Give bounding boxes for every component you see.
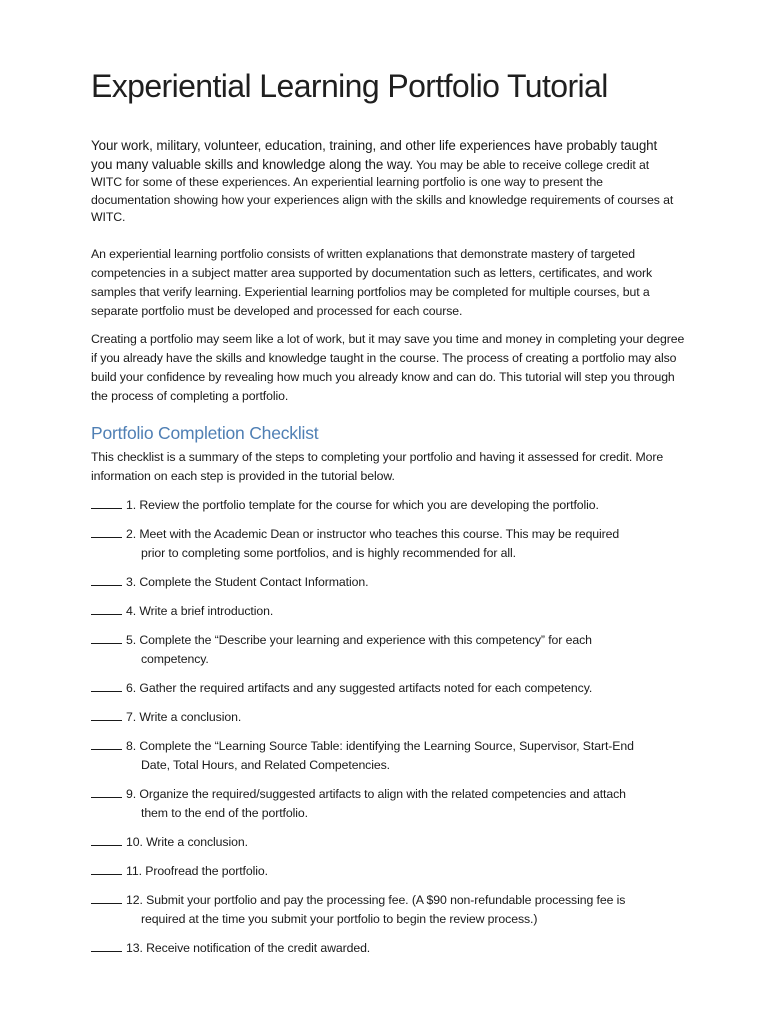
checklist-item (91, 737, 691, 775)
checkbox-blank-line[interactable] (91, 708, 122, 721)
checklist-item-text: Meet with the Academic Dean or instructor who teaches this course. This may be required (139, 527, 620, 541)
checklist-item-text: Proofread the portfolio. (145, 864, 268, 878)
checkbox-blank-line[interactable] (91, 679, 122, 692)
checklist-item (91, 573, 691, 592)
checklist-item (91, 525, 691, 563)
checklist-item-text: Organize the required/suggested artifacts to align with the related competencies and attach (139, 787, 626, 801)
checklist-item (91, 496, 691, 515)
intro-lead-text: Your work, military, volunteer, education, training, and other life experiences have probably taught you many valuable skills and knowledge along the way. (91, 138, 658, 172)
checklist-item-text-continued: Date, Total Hours, and Related Competencies. (141, 758, 390, 772)
checklist-item-text-continued: prior to completing some portfolios, and is highly recommended for all. (141, 546, 516, 560)
checklist-heading: Portfolio Completion Checklist (91, 423, 319, 443)
checklist-item (91, 708, 691, 727)
checklist-item-text: Write a brief introduction. (139, 604, 274, 618)
checkbox-blank-line[interactable] (91, 891, 122, 904)
checklist-item-text-continued: competency. (141, 652, 209, 666)
checklist-item (91, 631, 691, 669)
document-title: Experiential Learning Portfolio Tutorial (91, 68, 608, 104)
checklist-item-text: Receive notification of the credit awarded. (146, 941, 371, 955)
checklist-item (91, 679, 691, 698)
checklist-item-number: 13. (126, 941, 143, 955)
checklist-item-number: 3. (126, 575, 137, 589)
checklist-intro: This checklist is a summary of the steps to completing your portfolio and having it assessed for credit. More information on each step is provided in the tutorial below. (91, 450, 664, 483)
checklist-item (91, 785, 691, 823)
checklist-item-text-continued: them to the end of the portfolio. (141, 806, 308, 820)
checklist-item-number: 4. (126, 604, 137, 618)
checklist-item-text: Review the portfolio template for the course for which you are developing the portfolio. (139, 498, 599, 512)
checklist-item-text-continued: required at the time you submit your portfolio to begin the review process.) (141, 912, 538, 926)
checkbox-blank-line[interactable] (91, 737, 122, 750)
portfolio-benefits-paragraph: Creating a portfolio may seem like a lot of work, but it may save you time and money in completing your degree if you already have the skills and knowledge taught in the course. The process of creating a portfolio may also build your confidence by revealing how much you already know and can do. This tutorial will step you through the process of completing a portfolio. (91, 332, 685, 403)
checklist-item-number: 2. (126, 527, 137, 541)
checklist-item-text: Complete the “Learning Source Table: identifying the Learning Source, Supervisor, Start-End (139, 739, 634, 753)
checkbox-blank-line[interactable] (91, 939, 122, 952)
checklist-item-number: 10. (126, 835, 143, 849)
checkbox-blank-line[interactable] (91, 862, 122, 875)
checkbox-blank-line[interactable] (91, 496, 122, 509)
checklist-item-number: 7. (126, 710, 137, 724)
portfolio-description-paragraph: An experiential learning portfolio consists of written explanations that demonstrate mastery of targeted competencies in a subject matter area supported by documentation such as letters, certificates, and work samples that verify learning. Experiential learning portfolios may be completed for multiple courses, but a separate portfolio must be developed and processed for each course. (91, 247, 653, 318)
checklist-item-text: Complete the Student Contact Information. (139, 575, 369, 589)
checklist-item (91, 939, 691, 958)
checklist-item-number: 9. (126, 787, 137, 801)
checkbox-blank-line[interactable] (91, 525, 122, 538)
checklist-item-text: Write a conclusion. (139, 710, 242, 724)
checkbox-blank-line[interactable] (91, 833, 122, 846)
checklist-item-number: 12. (126, 893, 143, 907)
checklist-item (91, 833, 691, 852)
checklist-item-text: Complete the “Describe your learning and experience with this competency” for each (139, 633, 592, 647)
checklist-item (91, 891, 691, 929)
checkbox-blank-line[interactable] (91, 785, 122, 798)
checkbox-blank-line[interactable] (91, 631, 122, 644)
checklist-item-number: 5. (126, 633, 137, 647)
checkbox-blank-line[interactable] (91, 573, 122, 586)
intro-rest-text: You may be able to receive college credit at WITC for some of these experiences. An experiential learning portfolio is one way to present the documentation showing how your experiences align with the skills and knowledge requirements of courses at WITC. (91, 157, 674, 225)
checklist-item-text: Gather the required artifacts and any suggested artifacts noted for each competency. (139, 681, 593, 695)
checkbox-blank-line[interactable] (91, 602, 122, 615)
checklist-item-number: 6. (126, 681, 137, 695)
checklist-item (91, 602, 691, 621)
intro-paragraph (91, 137, 681, 227)
checklist-item-number: 8. (126, 739, 137, 753)
checklist-item-text: Submit your portfolio and pay the processing fee. (A $90 non-refundable processing fee is (146, 893, 626, 907)
checklist-item (91, 862, 691, 881)
checklist-item-text: Write a conclusion. (146, 835, 248, 849)
checklist-item-number: 11. (126, 864, 142, 878)
checklist-item-number: 1. (126, 498, 137, 512)
